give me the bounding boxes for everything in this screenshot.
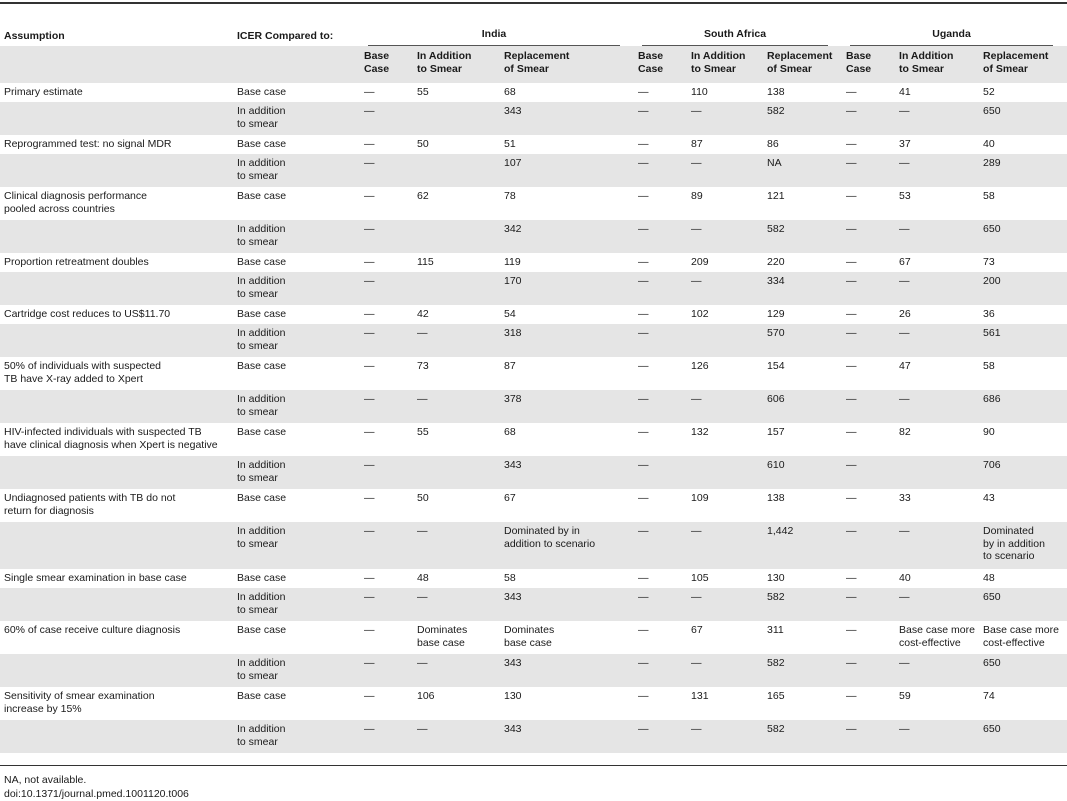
value-cell: — <box>634 83 687 102</box>
assumption-cell: Cartridge cost reduces to US$11.70 <box>0 305 233 324</box>
value-cell: — <box>687 272 763 305</box>
value-cell: 119 <box>500 253 634 272</box>
value-cell: — <box>687 588 763 621</box>
value-cell: — <box>634 253 687 272</box>
table-row <box>0 253 1067 272</box>
value-cell: 40 <box>895 569 979 588</box>
value-cell: — <box>842 687 895 720</box>
value-cell: 582 <box>763 102 842 135</box>
value-cell: 55 <box>413 423 500 456</box>
value-cell: — <box>634 135 687 154</box>
value-cell: — <box>842 187 895 220</box>
value-cell: 318 <box>500 324 634 357</box>
value-cell: — <box>687 102 763 135</box>
icer-comparator-cell: In addition to smear <box>233 522 360 569</box>
value-cell: 58 <box>979 357 1067 390</box>
value-cell: 50 <box>413 135 500 154</box>
value-cell: — <box>895 390 979 423</box>
table-row <box>0 220 1067 253</box>
value-cell: 54 <box>500 305 634 324</box>
value-cell: 311 <box>763 621 842 654</box>
value-cell: 582 <box>763 654 842 687</box>
table-row <box>0 456 1067 489</box>
value-cell: Dominates base case <box>413 621 500 654</box>
value-cell: 52 <box>979 83 1067 102</box>
value-cell: 47 <box>895 357 979 390</box>
value-cell: — <box>634 456 687 489</box>
value-cell: — <box>413 522 500 569</box>
table-row <box>0 187 1067 220</box>
value-cell <box>413 456 500 489</box>
icer-comparator-cell: In addition to smear <box>233 324 360 357</box>
header-country-uganda: Uganda <box>842 26 1067 46</box>
icer-comparator-cell: Base case <box>233 569 360 588</box>
value-cell: 90 <box>979 423 1067 456</box>
value-cell: 686 <box>979 390 1067 423</box>
value-cell: Dominates base case <box>500 621 634 654</box>
icer-comparator-cell: In addition to smear <box>233 220 360 253</box>
icer-comparator-cell: Base case <box>233 305 360 324</box>
table-row <box>0 135 1067 154</box>
icer-comparator-cell: In addition to smear <box>233 390 360 423</box>
value-cell: — <box>842 720 895 753</box>
value-cell: — <box>895 720 979 753</box>
value-cell: 82 <box>895 423 979 456</box>
value-cell: 582 <box>763 220 842 253</box>
assumption-cell <box>0 456 233 489</box>
assumption-cell: 60% of case receive culture diagnosis <box>0 621 233 654</box>
value-cell: 121 <box>763 187 842 220</box>
value-cell: 378 <box>500 390 634 423</box>
table-row <box>0 154 1067 187</box>
value-cell <box>413 102 500 135</box>
value-cell: — <box>360 102 413 135</box>
value-cell: — <box>842 569 895 588</box>
value-cell: 48 <box>413 569 500 588</box>
value-cell: — <box>895 154 979 187</box>
value-cell: 62 <box>413 187 500 220</box>
value-cell: — <box>842 135 895 154</box>
icer-comparator-cell: Base case <box>233 253 360 272</box>
value-cell: 165 <box>763 687 842 720</box>
assumption-cell <box>0 220 233 253</box>
value-cell: NA <box>763 154 842 187</box>
value-cell: 582 <box>763 720 842 753</box>
value-cell: — <box>634 272 687 305</box>
value-cell: 343 <box>500 654 634 687</box>
value-cell: — <box>634 324 687 357</box>
value-cell: — <box>360 588 413 621</box>
value-cell: — <box>634 102 687 135</box>
value-cell: — <box>842 83 895 102</box>
value-cell: 157 <box>763 423 842 456</box>
value-cell: — <box>360 654 413 687</box>
value-cell: 67 <box>500 489 634 522</box>
value-cell: 87 <box>500 357 634 390</box>
value-cell: — <box>842 220 895 253</box>
value-cell: 58 <box>979 187 1067 220</box>
icer-comparator-cell: In addition to smear <box>233 272 360 305</box>
value-cell <box>413 154 500 187</box>
value-cell: — <box>634 569 687 588</box>
value-cell: 42 <box>413 305 500 324</box>
value-cell: 102 <box>687 305 763 324</box>
value-cell: 343 <box>500 720 634 753</box>
value-cell: — <box>842 588 895 621</box>
header-assumption: Assumption <box>4 29 65 42</box>
assumption-cell <box>0 154 233 187</box>
assumption-cell: Proportion retreatment doubles <box>0 253 233 272</box>
table-row <box>0 522 1067 569</box>
table-body <box>0 83 1067 753</box>
header-country-south-africa: South Africa <box>634 26 842 46</box>
value-cell <box>687 456 763 489</box>
value-cell: 87 <box>687 135 763 154</box>
value-cell <box>687 324 763 357</box>
value-cell: — <box>634 357 687 390</box>
value-cell: 53 <box>895 187 979 220</box>
value-cell: — <box>842 390 895 423</box>
table-bottom-rule <box>0 765 1067 766</box>
value-cell: — <box>895 102 979 135</box>
value-cell: 170 <box>500 272 634 305</box>
value-cell: 109 <box>687 489 763 522</box>
header-scenario: Base Case <box>842 46 895 83</box>
icer-comparator-cell: Base case <box>233 135 360 154</box>
value-cell: 561 <box>979 324 1067 357</box>
icer-comparator-cell: Base case <box>233 621 360 654</box>
value-cell: — <box>842 423 895 456</box>
value-cell: — <box>360 324 413 357</box>
header-blank <box>233 46 360 83</box>
value-cell: — <box>413 654 500 687</box>
value-cell: 68 <box>500 423 634 456</box>
table-row <box>0 720 1067 753</box>
table-row <box>0 357 1067 390</box>
icer-comparator-cell: In addition to smear <box>233 654 360 687</box>
value-cell: — <box>687 522 763 569</box>
value-cell: 130 <box>763 569 842 588</box>
assumption-cell <box>0 654 233 687</box>
value-cell: — <box>895 654 979 687</box>
value-cell: — <box>842 102 895 135</box>
value-cell: — <box>360 569 413 588</box>
header-scenario: In Addition to Smear <box>895 46 979 83</box>
value-cell: 55 <box>413 83 500 102</box>
value-cell: — <box>634 220 687 253</box>
value-cell: 33 <box>895 489 979 522</box>
value-cell: — <box>360 154 413 187</box>
header-scenario: In Addition to Smear <box>413 46 500 83</box>
icer-comparator-cell: Base case <box>233 357 360 390</box>
value-cell: — <box>895 324 979 357</box>
value-cell: 74 <box>979 687 1067 720</box>
value-cell: — <box>687 654 763 687</box>
value-cell: 73 <box>979 253 1067 272</box>
assumption-cell <box>0 522 233 569</box>
assumption-cell: Primary estimate <box>0 83 233 102</box>
value-cell: 610 <box>763 456 842 489</box>
value-cell: Base case more cost-effective <box>895 621 979 654</box>
value-cell: — <box>360 83 413 102</box>
value-cell: — <box>634 305 687 324</box>
assumption-cell: 50% of individuals with suspected TB have X-ray added to Xpert <box>0 357 233 390</box>
header-row-countries <box>0 26 1067 46</box>
value-cell: — <box>687 154 763 187</box>
value-cell: — <box>687 220 763 253</box>
assumption-cell <box>0 588 233 621</box>
value-cell: — <box>360 456 413 489</box>
value-cell: 200 <box>979 272 1067 305</box>
header-scenario: Replacement of Smear <box>500 46 634 83</box>
icer-comparator-cell: In addition to smear <box>233 102 360 135</box>
value-cell: — <box>360 135 413 154</box>
value-cell: 126 <box>687 357 763 390</box>
value-cell: 37 <box>895 135 979 154</box>
value-cell: 51 <box>500 135 634 154</box>
value-cell: 343 <box>500 588 634 621</box>
value-cell: — <box>687 720 763 753</box>
assumption-cell: Single smear examination in base case <box>0 569 233 588</box>
value-cell: — <box>842 654 895 687</box>
value-cell: — <box>360 253 413 272</box>
icer-comparator-cell: Base case <box>233 489 360 522</box>
table-row <box>0 324 1067 357</box>
icer-comparator-cell: In addition to smear <box>233 588 360 621</box>
value-cell: — <box>842 154 895 187</box>
assumption-cell <box>0 272 233 305</box>
value-cell: 43 <box>979 489 1067 522</box>
value-cell: 650 <box>979 102 1067 135</box>
table-row <box>0 654 1067 687</box>
value-cell: — <box>360 687 413 720</box>
value-cell: — <box>360 522 413 569</box>
value-cell <box>895 456 979 489</box>
value-cell: — <box>634 187 687 220</box>
value-cell: — <box>687 390 763 423</box>
value-cell: — <box>634 489 687 522</box>
value-cell: — <box>413 390 500 423</box>
value-cell: — <box>360 272 413 305</box>
value-cell: — <box>895 588 979 621</box>
value-cell: — <box>360 489 413 522</box>
value-cell: 115 <box>413 253 500 272</box>
value-cell: 289 <box>979 154 1067 187</box>
header-scenario: Replacement of Smear <box>979 46 1067 83</box>
value-cell: 26 <box>895 305 979 324</box>
value-cell: 58 <box>500 569 634 588</box>
header-blank <box>0 46 233 83</box>
footnote-doi: doi:10.1371/journal.pmed.1001120.t006 <box>4 788 189 800</box>
value-cell: — <box>360 720 413 753</box>
value-cell: — <box>413 720 500 753</box>
value-cell: 706 <box>979 456 1067 489</box>
value-cell: — <box>842 357 895 390</box>
table-row <box>0 423 1067 456</box>
value-cell: — <box>634 390 687 423</box>
footnote-na: NA, not available. <box>4 774 87 786</box>
value-cell: — <box>413 588 500 621</box>
value-cell: — <box>842 621 895 654</box>
value-cell: 48 <box>979 569 1067 588</box>
table-row <box>0 83 1067 102</box>
header-scenario: Base Case <box>360 46 413 83</box>
value-cell: 650 <box>979 220 1067 253</box>
value-cell: — <box>634 621 687 654</box>
value-cell: 209 <box>687 253 763 272</box>
value-cell: 154 <box>763 357 842 390</box>
value-cell: 110 <box>687 83 763 102</box>
table-row <box>0 489 1067 522</box>
value-cell: — <box>360 423 413 456</box>
value-cell: — <box>634 522 687 569</box>
value-cell: — <box>895 272 979 305</box>
table-row <box>0 305 1067 324</box>
icer-comparator-cell: In addition to smear <box>233 720 360 753</box>
value-cell: — <box>842 305 895 324</box>
value-cell: — <box>895 220 979 253</box>
header-scenario: In Addition to Smear <box>687 46 763 83</box>
value-cell: — <box>360 390 413 423</box>
assumption-cell <box>0 390 233 423</box>
header-icer: ICER Compared to: <box>237 29 334 42</box>
value-cell: 650 <box>979 588 1067 621</box>
table-row <box>0 687 1067 720</box>
value-cell: 650 <box>979 654 1067 687</box>
value-cell: Dominated by in addition to scenario <box>979 522 1067 569</box>
value-cell: 78 <box>500 187 634 220</box>
value-cell: — <box>360 305 413 324</box>
assumption-cell <box>0 102 233 135</box>
value-cell: — <box>634 720 687 753</box>
header-scenario: Base Case <box>634 46 687 83</box>
value-cell: 650 <box>979 720 1067 753</box>
header-row-scenarios <box>0 46 1067 83</box>
icer-comparator-cell: In addition to smear <box>233 154 360 187</box>
value-cell: — <box>842 522 895 569</box>
value-cell: — <box>842 489 895 522</box>
value-cell: — <box>360 357 413 390</box>
assumption-cell: Reprogrammed test: no signal MDR <box>0 135 233 154</box>
value-cell: — <box>360 187 413 220</box>
value-cell: 343 <box>500 102 634 135</box>
table-top-rule <box>0 2 1067 4</box>
value-cell: 606 <box>763 390 842 423</box>
value-cell: — <box>360 220 413 253</box>
value-cell: 582 <box>763 588 842 621</box>
value-cell: 129 <box>763 305 842 324</box>
value-cell: — <box>634 588 687 621</box>
value-cell: — <box>842 253 895 272</box>
value-cell: Base case more cost-effective <box>979 621 1067 654</box>
value-cell <box>413 272 500 305</box>
header-scenario: Replacement of Smear <box>763 46 842 83</box>
value-cell: 59 <box>895 687 979 720</box>
assumption-cell: Clinical diagnosis performance pooled across countries <box>0 187 233 220</box>
value-cell: 138 <box>763 83 842 102</box>
value-cell: 1,442 <box>763 522 842 569</box>
assumption-cell <box>0 720 233 753</box>
value-cell: 107 <box>500 154 634 187</box>
value-cell: — <box>842 456 895 489</box>
table-row <box>0 390 1067 423</box>
value-cell: 132 <box>687 423 763 456</box>
icer-comparator-cell: Base case <box>233 187 360 220</box>
table-row <box>0 272 1067 305</box>
value-cell: 67 <box>687 621 763 654</box>
value-cell: 50 <box>413 489 500 522</box>
assumption-cell <box>0 324 233 357</box>
value-cell: 86 <box>763 135 842 154</box>
value-cell: — <box>895 522 979 569</box>
value-cell: 105 <box>687 569 763 588</box>
value-cell: 89 <box>687 187 763 220</box>
assumption-cell: Undiagnosed patients with TB do not return for diagnosis <box>0 489 233 522</box>
value-cell: Dominated by in addition to scenario <box>500 522 634 569</box>
value-cell: 68 <box>500 83 634 102</box>
value-cell: 343 <box>500 456 634 489</box>
icer-comparator-cell: In addition to smear <box>233 456 360 489</box>
value-cell: — <box>634 654 687 687</box>
value-cell: — <box>842 324 895 357</box>
icer-comparator-cell: Base case <box>233 687 360 720</box>
value-cell: 138 <box>763 489 842 522</box>
value-cell: 342 <box>500 220 634 253</box>
value-cell: — <box>413 324 500 357</box>
value-cell: 131 <box>687 687 763 720</box>
table-row <box>0 102 1067 135</box>
value-cell: — <box>842 272 895 305</box>
table-row <box>0 621 1067 654</box>
value-cell: 220 <box>763 253 842 272</box>
value-cell: — <box>634 154 687 187</box>
value-cell: 36 <box>979 305 1067 324</box>
icer-comparator-cell: Base case <box>233 423 360 456</box>
value-cell: — <box>360 621 413 654</box>
value-cell: 334 <box>763 272 842 305</box>
value-cell: — <box>634 423 687 456</box>
value-cell: 73 <box>413 357 500 390</box>
value-cell: 570 <box>763 324 842 357</box>
value-cell: 67 <box>895 253 979 272</box>
value-cell: 106 <box>413 687 500 720</box>
value-cell <box>413 220 500 253</box>
table-row <box>0 569 1067 588</box>
assumption-cell: HIV-infected individuals with suspected TB have clinical diagnosis when Xpert is negative <box>0 423 233 456</box>
assumption-cell: Sensitivity of smear examination increase by 15% <box>0 687 233 720</box>
icer-sensitivity-table <box>0 26 1067 753</box>
icer-comparator-cell: Base case <box>233 83 360 102</box>
table-row <box>0 588 1067 621</box>
value-cell: 130 <box>500 687 634 720</box>
value-cell: 40 <box>979 135 1067 154</box>
value-cell: — <box>634 687 687 720</box>
value-cell: 41 <box>895 83 979 102</box>
header-country-india: India <box>360 26 634 46</box>
